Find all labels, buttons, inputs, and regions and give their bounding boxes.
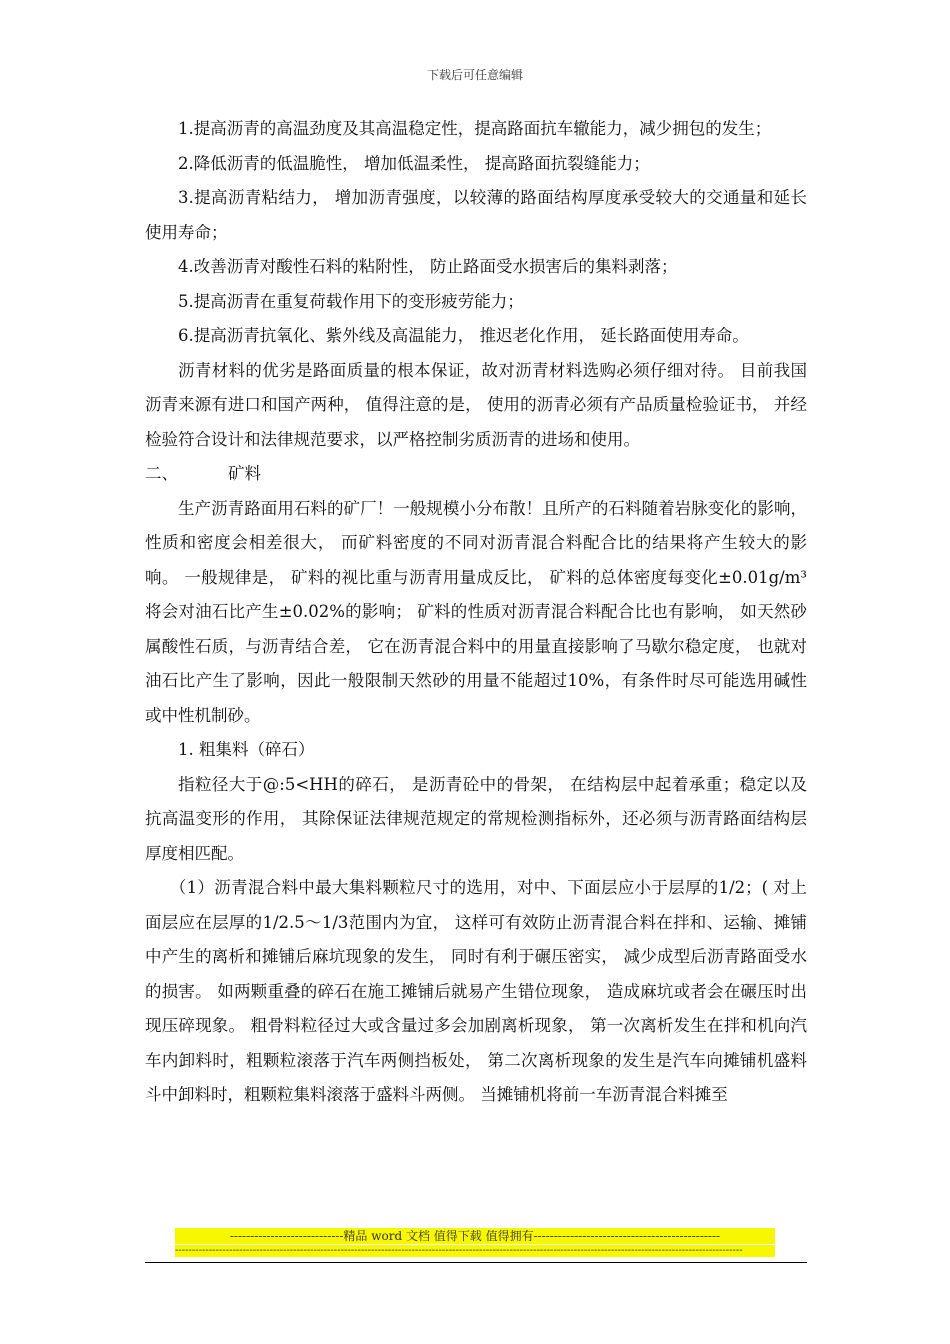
footer-divider	[145, 1262, 807, 1263]
section-title: 矿料	[228, 464, 261, 483]
footer-dashes: ------------------------------------------------------------------------------------------------------------------------------------------------------------------------	[175, 1245, 775, 1257]
paragraph-asphalt-quality: 沥青材料的优劣是路面质量的根本保证，故对沥青材料选购必须仔细对待。 目前我国沥青来源有进口和国产两种， 值得注意的是， 使用的沥青必须有产品质量检验证书， 并经检验符合设计和法律规范要求，以严格控制劣质沥青的进场和使用。	[145, 360, 807, 449]
paragraph-mineral: 生产沥青路面用石料的矿厂！一般规模小分布散！且所产的石料随着岩脉变化的影响， 性质和密度会相差很大， 而矿料密度的不同对沥青混合料配合比的结果将产生较大的影响。 一般规律是， 矿料的视比重与沥青用量成反比， 矿料的总体密度每变化±0.01g/m³将会对油石比产生±0.02%的影响； 矿料的性质对沥青混合料配合比也有影响， 如天然砂属酸性石质，与沥青结合差， 它在沥青混合料中的用量直接影响了马歇尔稳定度， 也就对油石比产生了影响，因此一般限制天然砂的用量不能超过10%，有条件时尽可能选用碱性或中性机制砂。	[145, 498, 807, 725]
paragraph-item-4: 4.改善沥青对酸性石料的粘附性， 防止路面受水损害后的集料剥落；	[178, 257, 678, 276]
subheading-coarse-aggregate: 1. 粗集料（碎石）	[178, 740, 315, 759]
paragraph-max-size: （1）沥青混合料中最大集料颗粒尺寸的选用，对中、下面层应小于层厚的1/2；( 对上面层应在层厚的1/2.5～1/3范围内为宜， 这样可有效防止沥青混合料在拌和、运输、摊铺中产生的离析和摊铺后麻坑现象的发生， 同时有利于碾压密实， 减少成型后沥青路面受水的损害。 如两颗重叠的碎石在施工摊铺后就易产生错位现象， 造成麻坑或者会在碾压时出现压碎现象。 粗骨料粒径过大或含量过多会加剧离析现象， 第一次离析发生在拌和机向汽车内卸料时，粗颗粒滚落于汽车两侧挡板处， 第二次离析现象的发生是汽车向摊铺机盛料斗中卸料时，粗颗粒集料滚落于盛料斗两侧。 当摊铺机将前一车沥青混合料摊至	[145, 878, 807, 1104]
paragraph-item-5: 5.提高沥青在重复荷载作用下的变形疲劳能力；	[178, 291, 524, 311]
footer-banner: ----------------------------精品 word 文档 值得下载 值得拥有----------------------------------------------	[175, 1228, 775, 1244]
paragraph-item-1: 1.提高沥青的高温劲度及其高温稳定性，提高路面抗车辙能力，减少拥包的发生；	[178, 119, 772, 138]
section-number: 二、	[145, 464, 178, 483]
section-heading	[145, 457, 807, 492]
paragraph-item-6: 6.提高沥青抗氧化、紫外线及高温能力， 推迟老化作用， 延长路面使用寿命。	[178, 326, 749, 345]
paragraph-item-2: 2.降低沥青的低温脆性， 增加低温柔性， 提高路面抗裂缝能力；	[178, 153, 650, 173]
paragraph-coarse-aggregate: 指粒径大于@:5<HH的碎石， 是沥青砼中的骨架， 在结构层中起着承重；稳定以及抗高温变形的作用， 其除保证法律规范规定的常规检测指标外，还必须与沥青路面结构层厚度相匹配。	[145, 774, 807, 863]
page-header: 下载后可任意编辑	[426, 68, 523, 82]
document-body	[145, 112, 807, 1113]
paragraph-item-3: 3.提高沥青粘结力， 增加沥青强度，以较薄的路面结构厚度承受较大的交通量和延长使用寿命；	[145, 188, 807, 242]
